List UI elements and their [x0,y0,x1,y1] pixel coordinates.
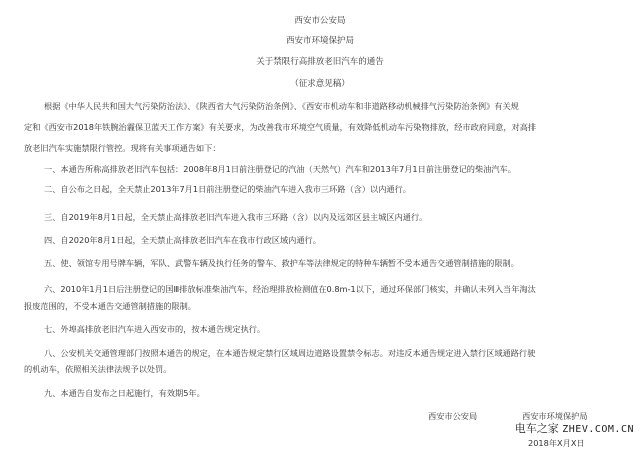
watermark-url: ZHEV.COM.CN [562,424,634,435]
item-8-cont: 的机动车，依照相关法律法规予以处罚。 [24,364,172,374]
watermark-text: 电车之家 [514,422,559,435]
document-title: 关于禁限行高排放老旧汽车的通告 [256,57,384,67]
item-9: 九、本通告自发布之日起施行，有效期5年。 [44,388,205,398]
document-subtitle: （征求意见稿） [290,79,350,89]
intro-line: 定和《西安市2018年铁腕治霾保卫蓝天工作方案》有关要求，为改善我市环境空气质量，有效降低机动车污染物排放，经市政府同意，对高排 [24,122,537,132]
watermark [515,420,634,436]
footer-sign-env: 西安市环境保护局 [522,411,588,421]
footer-sign-police: 西安市公安局 [428,411,478,421]
item-3: 三、自2019年8月1日起，全天禁止高排放老旧汽车进入我市三环路（含）以内及远郊区县主城区内通行。 [44,212,428,222]
intro-line: 放老旧汽车实施禁限行管控。现将有关事项通告如下： [24,143,221,153]
item-2: 二、自公布之日起，全天禁止2013年7月1日前注册登记的柴油汽车进入我市三环路（含）以内通行。 [44,184,411,194]
item-6: 六、2010年1月1日后注册登记的国Ⅲ排放标准柴油汽车，经治理排放检测值在0.8m-1以下，通过环保部门核实，并确认未列入当年淘汰 [44,284,536,294]
issuer-2: 西安市环境保护局 [285,36,354,46]
item-1: 一、本通告所称高排放老旧汽车包括：2008年8月1日前注册登记的汽油（天然气）汽车和2013年7月1日前注册登记的柴油汽车。 [44,164,516,174]
issuer-1: 西安市公安局 [294,16,346,26]
footer-date: 2018年X月X日 [528,438,585,448]
item-7: 七、外埠高排放老旧汽车进入西安市的，按本通告规定执行。 [44,324,266,334]
item-4: 四、自2020年8月1日起，全天禁止高排放老旧汽车在我市行政区域内通行。 [44,235,321,245]
item-6-cont: 报废范围的，不受本通告交通管制措施的限制。 [24,301,196,311]
intro-line: 根据《中华人民共和国大气污染防治法》、《陕西省大气污染防治条例》、《西安市机动车和非道路移动机械排气污染防治条例》有关规 [44,101,519,111]
item-5: 五、使、领馆专用号牌车辆，军队、武警车辆及执行任务的警车、救护车等法律规定的特种车辆暂不受本通告交通管制措施的限制。 [44,258,519,268]
item-8: 八、公安机关交通管理部门按照本通告的规定，在本通告规定禁行区域周边道路设置禁令标志。对违反本通告规定进入禁行区域通路行驶 [44,348,536,358]
